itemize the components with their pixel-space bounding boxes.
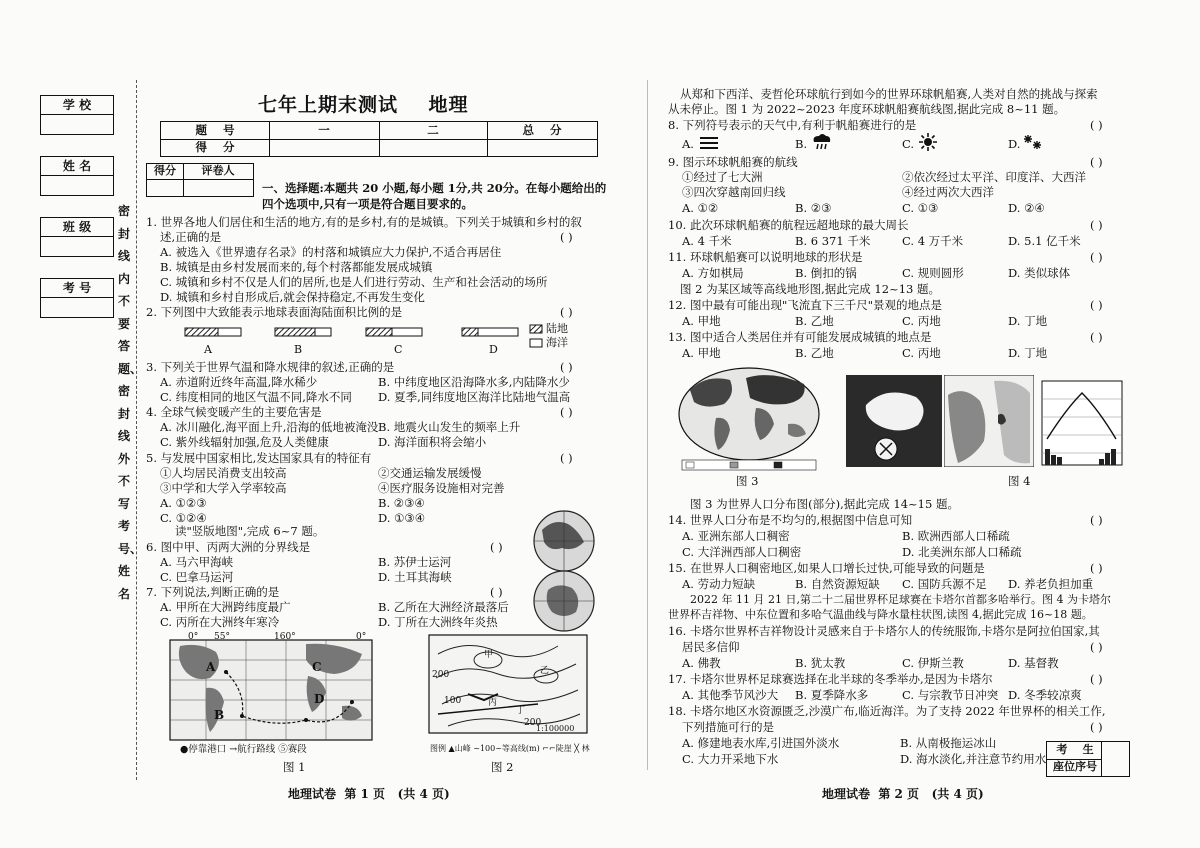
q17-option-d: D. 冬季较凉爽	[1008, 688, 1082, 702]
fig1-letter-b: B	[214, 708, 225, 722]
q10-option-b: B. 6 371 千米	[795, 234, 871, 248]
q9-item-2: ②依次经过太平洋、印度洋、大西洋	[902, 170, 1086, 184]
q1-stem: 1. 世界各地人们居住和生活的地方,有的是乡村,有的是城镇。下列关于城镇和乡村的叙	[146, 215, 582, 229]
q2-stem: 2. 下列图中大致能表示地球表面海陆面积比例的是	[146, 305, 403, 319]
q7-answer-paren[interactable]: ( )	[490, 585, 503, 599]
q10-option-a: A. 4 千米	[682, 234, 732, 248]
q1-option-a: A. 被选入《世界遗存名录》的村落和城镇应大力保护,不适合再居住	[160, 245, 502, 259]
fig2-contour-200b: 200	[524, 718, 542, 728]
grader-score-label: 得分	[154, 164, 176, 177]
q14-option-b: B. 欧洲西部人口稀疏	[902, 529, 1010, 543]
q6-option-c: C. 巴拿马运河	[160, 570, 234, 584]
q15-option-b: B. 自然资源短缺	[795, 577, 880, 591]
q6-option-d: D. 土耳其海峡	[378, 570, 452, 584]
q5-item-1: ①人均居民消费支出较高	[160, 466, 287, 480]
fig2-scale: 1:100000	[536, 724, 575, 733]
q7-stem: 7. 下列说法,判断正确的是	[146, 585, 280, 599]
q16-18-intro-line1: 2022 年 11 月 21 日,第二十二届世界杯足球赛在卡塔尔首都多哈举行。图 4 为卡塔尔	[690, 593, 1111, 606]
fig2-legend: 图例 ▲山峰 ~100~等高线(m) ⌐⌐陡崖 ╳ 林	[430, 744, 590, 753]
q12-answer-paren[interactable]: ( )	[1090, 298, 1103, 312]
q13-answer-paren[interactable]: ( )	[1090, 330, 1103, 344]
bar-b	[275, 328, 331, 336]
q3-option-d: D. 夏季,同纬度地区海洋比陆地气温高	[378, 390, 571, 404]
q13-stem: 13. 图中适合人类居住并有可能发展成城镇的地点是	[668, 330, 932, 344]
q5-item-2: ②交通运输发展缓慢	[378, 466, 482, 480]
q14-answer-paren[interactable]: ( )	[1090, 513, 1103, 527]
q16-option-c: C. 伊斯兰教	[902, 656, 964, 670]
fig1-letter-d: D	[314, 692, 325, 706]
q9-item-3: ③四次穿越南回归线	[682, 185, 786, 199]
q16-stem-cont: 居民多信仰	[682, 640, 740, 654]
q4-option-b: B. 地震火山发生的频率上升	[378, 420, 521, 434]
snow-icon	[1022, 132, 1044, 152]
seal-line-notice: 密封线内不要答题、密封线外不写考号、姓名	[118, 204, 143, 601]
q15-answer-paren[interactable]: ( )	[1090, 561, 1103, 575]
school-field[interactable]	[40, 95, 114, 135]
fig1-legend: ●停靠港口 →航行路线 ⑤赛段	[180, 744, 307, 755]
name-label: 姓 名	[41, 157, 113, 176]
figure4-qatar-location-map	[944, 375, 1034, 467]
seat-number-box[interactable]	[1046, 741, 1130, 777]
q13-option-b: B. 乙地	[795, 346, 834, 360]
q14-option-c: C. 大洋洲西部人口稠密	[682, 545, 802, 559]
q5-item-4: ④医疗服务设施相对完善	[378, 481, 505, 495]
q17-answer-paren[interactable]: ( )	[1090, 672, 1103, 686]
rain-cloud-icon	[810, 132, 832, 152]
q2-option-b: B	[294, 343, 303, 356]
q5-item-3: ③中学和大学入学率较高	[160, 481, 287, 495]
fig2-letter-jia: 甲	[484, 650, 494, 660]
q7-option-d: D. 丁所在大洲终年炎热	[378, 615, 498, 629]
q9-item-4: ④经过两次大西洋	[902, 185, 994, 199]
q3-stem: 3. 下列关于世界气温和降水规律的叙述,正确的是	[146, 360, 395, 374]
school-label: 学 校	[41, 96, 113, 115]
score-row-label: 得 分	[195, 140, 235, 154]
q7-option-b: B. 乙所在大洲经济最落后	[378, 600, 509, 614]
q9-answer-paren[interactable]: ( )	[1090, 155, 1103, 169]
q1-option-c: C. 城镇和乡村不仅是人们的居所,也是人们进行劳动、生产和社会活动的场所	[160, 275, 548, 289]
q3-option-a: A. 赤道附近终年高温,降水稀少	[160, 375, 318, 389]
q9-stem: 9. 图示环球帆船赛的航线	[668, 155, 798, 169]
score-header-part1: 一	[318, 123, 330, 137]
q16-option-d: D. 基督教	[1008, 656, 1059, 670]
seal-line	[136, 80, 137, 780]
q12-stem: 12. 图中最有可能出现"飞流直下三千尺"景观的地点是	[668, 298, 943, 312]
fig1-caption: 图 1	[283, 760, 306, 774]
q17-stem: 17. 卡塔尔世界杯足球赛选择在北半球的冬季举办,是因为卡塔尔	[668, 672, 993, 686]
q12-option-b: B. 乙地	[795, 314, 834, 328]
fog-icon	[698, 134, 720, 152]
q6-option-b: B. 苏伊士运河	[378, 555, 452, 569]
fig2-caption: 图 2	[491, 760, 514, 774]
q5-answer-paren[interactable]: ( )	[560, 451, 573, 465]
q9-option-c: C. ①③	[902, 201, 939, 215]
q10-option-c: C. 4 万千米	[902, 234, 964, 248]
q11-stem: 11. 环球帆船赛可以说明地球的形状是	[668, 250, 863, 264]
center-fold	[647, 80, 648, 770]
q14-option-a: A. 亚洲东部人口稠密	[682, 529, 790, 543]
class-field[interactable]	[40, 217, 114, 257]
q13-option-c: C. 丙地	[902, 346, 941, 360]
q18-stem-cont: 下列措施可行的是	[682, 720, 774, 734]
q17-option-b: B. 夏季降水多	[795, 688, 869, 702]
q2-answer-paren[interactable]: ( )	[560, 305, 573, 319]
bar-d	[462, 328, 518, 336]
q13-option-d: D. 丁地	[1008, 346, 1048, 360]
footer-page2: 地理试卷 第 2 页 (共 4 页)	[822, 787, 984, 801]
figure2-contour-map	[428, 634, 588, 742]
fig4-caption: 图 4	[1008, 474, 1031, 488]
grader-table	[146, 163, 254, 197]
exam-title: 七年上期末测试 地理	[258, 94, 469, 116]
q12-option-d: D. 丁地	[1008, 314, 1048, 328]
q17-option-c: C. 与宗教节日冲突	[902, 688, 999, 702]
right-intro-line2: 从未停止。图 1 为 2022~2023 年度环球帆船赛航线图,据此完成 8~11 题。	[668, 102, 1066, 116]
q8-option-a: A.	[682, 137, 694, 151]
figure4-mascot	[846, 375, 942, 467]
q6-stem: 6. 图中甲、丙两大洲的分界线是	[146, 540, 311, 554]
q16-option-b: B. 犹太教	[795, 656, 846, 670]
q8-option-b: B.	[795, 137, 808, 151]
q1-option-d: D. 城镇和乡村自形成后,就会保持稳定,不再发生变化	[160, 290, 425, 304]
q10-stem: 10. 此次环球帆船赛的航程远超地球的最大周长	[668, 218, 909, 232]
q1-answer-paren[interactable]: ( )	[560, 230, 573, 244]
q9-item-1: ①经过了七大洲	[682, 170, 763, 184]
q15-option-d: D. 养老负担加重	[1008, 577, 1094, 591]
q8-option-d: D.	[1008, 137, 1021, 151]
fig3-caption: 图 3	[736, 474, 759, 488]
q2-option-c: C	[394, 343, 403, 356]
q16-option-a: A. 佛教	[682, 656, 721, 670]
q2-option-a: A	[204, 343, 212, 356]
score-header-qnum: 题 号	[195, 123, 235, 137]
q16-18-intro-line2: 世界杯吉祥物、中东位置和多哈气温曲线与降水量柱状图,读图 4,据此完成 16~18 题。	[668, 608, 1093, 621]
vertical-world-map	[528, 508, 600, 634]
fig1-letter-a: A	[206, 660, 216, 674]
bar-c	[366, 328, 422, 336]
q4-answer-paren[interactable]: ( )	[560, 405, 573, 419]
q17-option-a: A. 其他季节风沙大	[682, 688, 779, 702]
q9-option-d: D. ②④	[1008, 201, 1045, 215]
q10-option-d: D. 5.1 亿千米	[1008, 234, 1081, 248]
q1-stem-cont: 述,正确的是	[160, 230, 222, 244]
right-intro-line1: 从郑和下西洋、麦哲伦环球航行到如今的世界环球帆船赛,人类对自然的挑战与探索	[680, 87, 1098, 101]
section1-intro-line2: 四个选项中,只有一项是符合题目要求的。	[262, 197, 474, 211]
fig1-lon-55: 55°	[214, 632, 230, 642]
q18-option-a: A. 修建地表水库,引进国外淡水	[682, 736, 840, 750]
q18-stem: 18. 卡塔尔地区水资源匮乏,沙漠广布,临近海洋。为了支持 2022 年世界杯的相关工作,	[668, 704, 1106, 718]
q2-option-d: D	[489, 343, 498, 356]
figure4-climate-chart	[1036, 369, 1128, 469]
q6-7-intro: 读"竖版地图",完成 6~7 题。	[175, 524, 325, 538]
figure3-population-map	[676, 364, 822, 472]
q8-answer-paren[interactable]: ( )	[1090, 118, 1103, 132]
q15-option-a: A. 劳动力短缺	[682, 577, 756, 591]
q6-answer-paren[interactable]: ( )	[490, 540, 503, 554]
fig1-letter-c: C	[312, 660, 322, 674]
q15-option-c: C. 国防兵源不足	[902, 577, 987, 591]
q12-option-a: A. 甲地	[682, 314, 721, 328]
legend-land-label: 陆地	[546, 322, 568, 335]
fig1-lon-0-right: 0°	[356, 632, 367, 642]
fig2-contour-200a: 200	[432, 670, 450, 680]
q8-stem: 8. 下列符号表示的天气中,有利于帆船赛进行的是	[668, 118, 917, 132]
q18-answer-paren[interactable]: ( )	[1090, 720, 1103, 734]
q11-answer-paren[interactable]: ( )	[1090, 250, 1103, 264]
q13-option-a: A. 甲地	[682, 346, 721, 360]
fig2-letter-yi: 乙	[540, 666, 550, 676]
score-header-total: 总 分	[522, 123, 562, 137]
legend-land-swatch	[530, 325, 542, 333]
q7-option-c: C. 丙所在大洲终年寒冷	[160, 615, 280, 629]
q12-13-intro: 图 2 为某区域等高线地形图,据此完成 12~13 题。	[680, 282, 940, 296]
name-field[interactable]	[40, 156, 114, 196]
fig1-lon-160: 160°	[274, 632, 296, 642]
fig1-lon-0: 0°	[188, 632, 199, 642]
q4-stem: 4. 全球气候变暖产生的主要危害是	[146, 405, 322, 419]
section1-intro-line1: 一、选择题:本题共 20 小题,每小题 1分,共 20分。在每小题给出的	[262, 181, 607, 195]
exam-number-field[interactable]	[40, 278, 114, 318]
q15-stem: 15. 在世界人口稠密地区,如果人口增长过快,可能导致的问题是	[668, 561, 985, 575]
figure1-route-map	[166, 632, 376, 742]
q18-option-d: D. 海水淡化,并注意节约用水	[900, 752, 1047, 766]
legend-sea-swatch	[530, 339, 542, 347]
bar-a	[185, 328, 241, 336]
q3-option-c: C. 纬度相同的地区气温不同,降水不同	[160, 390, 352, 404]
q3-answer-paren[interactable]: ( )	[560, 360, 573, 374]
q7-option-a: A. 甲所在大洲跨纬度最广	[160, 600, 291, 614]
q4-option-d: D. 海洋面积将会缩小	[378, 435, 487, 449]
q11-option-b: B. 倒扣的锅	[795, 266, 857, 280]
q14-15-intro: 图 3 为世界人口分布图(部分),据此完成 14~15 题。	[690, 497, 959, 511]
q14-option-d: D. 北美洲东部人口稀疏	[902, 545, 1022, 559]
q11-option-c: C. 规则圆形	[902, 266, 964, 280]
q5-option-a: A. ①②③	[160, 496, 207, 510]
q4-option-a: A. 冰川融化,海平面上升,沿海的低地被淹没	[160, 420, 379, 434]
q5-stem: 5. 与发展中国家相比,发达国家具有的特征有	[146, 451, 372, 465]
q10-answer-paren[interactable]: ( )	[1090, 218, 1103, 232]
fig2-contour-100: 100	[444, 696, 462, 706]
q9-option-b: B. ②③	[795, 201, 832, 215]
q9-option-a: A. ①②	[682, 201, 719, 215]
class-label: 班 级	[41, 218, 113, 237]
q6-option-a: A. 马六甲海峡	[160, 555, 234, 569]
exam-number-label: 考 号	[41, 279, 113, 298]
q18-option-c: C. 大力开采地下水	[682, 752, 779, 766]
footer-page1: 地理试卷 第 1 页 (共 4 页)	[288, 787, 450, 801]
q11-option-d: D. 类似球体	[1008, 266, 1071, 280]
q11-option-a: A. 方如棋局	[682, 266, 744, 280]
q5-option-c: C. ①②④	[160, 511, 207, 525]
grader-name-label: 评卷人	[201, 164, 235, 177]
q16-stem: 16. 卡塔尔世界杯吉祥物设计灵感来自于卡塔尔人的传统服饰,卡塔尔是阿拉伯国家,其	[668, 624, 1100, 638]
seat-label-line2: 座位序号	[1053, 760, 1097, 773]
q3-option-b: B. 中纬度地区沿海降水多,内陆降水少	[378, 375, 570, 389]
q16-answer-paren[interactable]: ( )	[1090, 640, 1103, 654]
q18-option-b: B. 从南极拖运冰山	[900, 736, 997, 750]
score-header-part2: 二	[427, 123, 439, 137]
q5-option-b: B. ②③④	[378, 496, 425, 510]
fig2-letter-ding: 丁	[516, 706, 526, 716]
q5-option-d: D. ①③④	[378, 511, 426, 525]
fig2-letter-bing: 丙	[488, 698, 498, 708]
q2-ratio-bars	[180, 324, 570, 356]
legend-sea-label: 海洋	[546, 336, 568, 349]
q8-option-c: C.	[902, 137, 915, 151]
score-table	[160, 121, 598, 157]
q4-option-c: C. 紫外线辐射加强,危及人类健康	[160, 435, 329, 449]
q12-option-c: C. 丙地	[902, 314, 941, 328]
q1-option-b: B. 城镇是由乡村发展而来的,每个村落都能发展成城镇	[160, 260, 433, 274]
seat-label-line1: 考 生	[1056, 743, 1094, 756]
sunny-icon	[918, 132, 938, 152]
q14-stem: 14. 世界人口分布是不均匀的,根据图中信息可知	[668, 513, 913, 527]
